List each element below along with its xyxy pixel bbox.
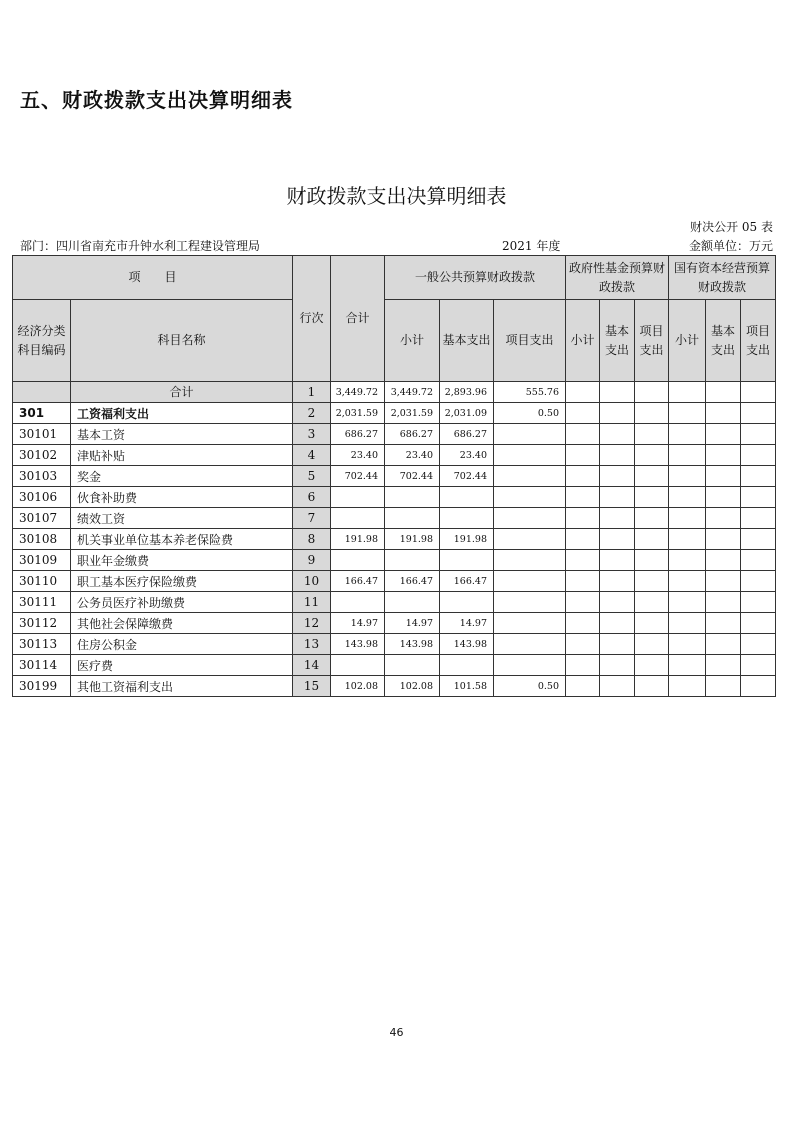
row-name: 基本工资 xyxy=(71,424,293,445)
row-empty-cell xyxy=(706,613,741,634)
row-empty-cell xyxy=(741,571,776,592)
row-empty-cell xyxy=(635,613,669,634)
header-gov-project: 项目支出 xyxy=(635,300,669,382)
row-code: 30112 xyxy=(13,613,71,634)
row-empty-cell xyxy=(566,487,600,508)
form-number: 财决公开 05 表 xyxy=(690,220,773,234)
row-basic: 101.58 xyxy=(440,676,494,697)
table-row xyxy=(13,508,776,529)
row-empty-cell xyxy=(741,634,776,655)
row-empty-cell xyxy=(600,445,635,466)
row-project xyxy=(494,634,566,655)
row-empty-cell xyxy=(635,550,669,571)
header-gov-subtotal: 小计 xyxy=(566,300,600,382)
row-name: 医疗费 xyxy=(71,655,293,676)
row-empty-cell xyxy=(600,403,635,424)
table-row xyxy=(13,424,776,445)
row-basic: 143.98 xyxy=(440,634,494,655)
table-row xyxy=(13,655,776,676)
table-meta xyxy=(20,237,773,253)
table-row xyxy=(13,466,776,487)
header-line: 行次 xyxy=(293,256,331,382)
row-empty-cell xyxy=(669,487,706,508)
row-empty-cell xyxy=(741,550,776,571)
header-name: 科目名称 xyxy=(71,300,293,382)
row-empty-cell xyxy=(566,529,600,550)
row-project: 0.50 xyxy=(494,403,566,424)
row-name: 住房公积金 xyxy=(71,634,293,655)
row-total: 143.98 xyxy=(331,634,385,655)
header-gov-basic: 基本支出 xyxy=(600,300,635,382)
row-empty-cell xyxy=(741,592,776,613)
row-empty-cell xyxy=(706,487,741,508)
header-subtotal: 小计 xyxy=(385,300,440,382)
row-code: 30107 xyxy=(13,508,71,529)
row-empty-cell xyxy=(635,655,669,676)
row-subtotal: 102.08 xyxy=(385,676,440,697)
total-basic: 2,893.96 xyxy=(440,382,494,403)
row-empty-cell xyxy=(566,571,600,592)
row-empty-cell xyxy=(600,592,635,613)
row-empty-cell xyxy=(669,445,706,466)
table-row xyxy=(13,550,776,571)
row-empty-cell xyxy=(741,676,776,697)
row-empty-cell xyxy=(566,466,600,487)
table-title: 财政拨款支出决算明细表 xyxy=(286,184,507,208)
row-line: 10 xyxy=(293,571,331,592)
table-row xyxy=(13,592,776,613)
row-empty-cell xyxy=(706,676,741,697)
row-project xyxy=(494,550,566,571)
row-empty-cell xyxy=(635,508,669,529)
row-basic: 23.40 xyxy=(440,445,494,466)
row-empty-cell xyxy=(741,508,776,529)
row-empty-cell xyxy=(635,466,669,487)
row-empty-cell xyxy=(741,655,776,676)
row-name: 津贴补贴 xyxy=(71,445,293,466)
table-row xyxy=(13,613,776,634)
row-name: 公务员医疗补助缴费 xyxy=(71,592,293,613)
row-project xyxy=(494,655,566,676)
row-empty-cell xyxy=(706,466,741,487)
row-name: 工资福利支出 xyxy=(71,403,293,424)
row-name: 机关事业单位基本养老保险费 xyxy=(71,529,293,550)
page-number: 46 xyxy=(389,1026,404,1039)
row-subtotal: 143.98 xyxy=(385,634,440,655)
row-empty-cell xyxy=(600,655,635,676)
row-empty-cell xyxy=(566,550,600,571)
row-line: 11 xyxy=(293,592,331,613)
row-total xyxy=(331,592,385,613)
row-basic xyxy=(440,487,494,508)
row-project xyxy=(494,592,566,613)
row-empty-cell xyxy=(600,508,635,529)
row-empty-cell xyxy=(741,487,776,508)
row-line: 14 xyxy=(293,655,331,676)
table-row xyxy=(13,403,776,424)
row-empty-cell xyxy=(600,571,635,592)
row-project xyxy=(494,487,566,508)
row-empty-cell xyxy=(741,403,776,424)
row-subtotal: 702.44 xyxy=(385,466,440,487)
table-row xyxy=(13,676,776,697)
header-capital-basic: 基本支出 xyxy=(706,300,741,382)
row-name: 职工基本医疗保险缴费 xyxy=(71,571,293,592)
row-empty-cell xyxy=(600,424,635,445)
row-project xyxy=(494,529,566,550)
row-code: 30109 xyxy=(13,550,71,571)
row-empty-cell xyxy=(635,676,669,697)
row-empty-cell xyxy=(741,613,776,634)
row-line: 4 xyxy=(293,445,331,466)
row-basic xyxy=(440,508,494,529)
row-subtotal xyxy=(385,550,440,571)
total-amount: 3,449.72 xyxy=(331,382,385,403)
row-empty-cell xyxy=(706,592,741,613)
row-empty-cell xyxy=(741,529,776,550)
row-total: 166.47 xyxy=(331,571,385,592)
row-name: 其他工资福利支出 xyxy=(71,676,293,697)
row-subtotal xyxy=(385,655,440,676)
department: 部门：四川省南充市升钟水利工程建设管理局 xyxy=(20,239,261,253)
total-blank xyxy=(13,382,71,403)
row-code: 30108 xyxy=(13,529,71,550)
row-code: 30103 xyxy=(13,466,71,487)
row-empty-cell xyxy=(669,466,706,487)
row-empty-cell xyxy=(669,592,706,613)
row-total: 14.97 xyxy=(331,613,385,634)
row-code: 30102 xyxy=(13,445,71,466)
header-item: 项 目 xyxy=(13,256,293,300)
header-general-budget: 一般公共预算财政拨款 xyxy=(385,256,566,300)
row-code: 301 xyxy=(13,403,71,424)
row-basic xyxy=(440,592,494,613)
amount-unit: 金额单位：万元 xyxy=(688,239,773,253)
header-state-capital: 国有资本经营预算财政拨款 xyxy=(669,256,776,300)
row-empty-cell xyxy=(566,613,600,634)
row-empty-cell xyxy=(706,508,741,529)
row-basic: 14.97 xyxy=(440,613,494,634)
row-line: 5 xyxy=(293,466,331,487)
row-empty-cell xyxy=(635,424,669,445)
row-code: 30114 xyxy=(13,655,71,676)
table-row xyxy=(13,529,776,550)
row-empty-cell xyxy=(706,445,741,466)
row-project xyxy=(494,508,566,529)
row-basic: 166.47 xyxy=(440,571,494,592)
row-total xyxy=(331,550,385,571)
row-line: 7 xyxy=(293,508,331,529)
row-total xyxy=(331,655,385,676)
row-empty-cell xyxy=(635,592,669,613)
row-empty-cell xyxy=(669,403,706,424)
row-total: 191.98 xyxy=(331,529,385,550)
row-empty-cell xyxy=(566,508,600,529)
row-empty-cell xyxy=(600,466,635,487)
row-empty-cell xyxy=(706,529,741,550)
table-row xyxy=(13,634,776,655)
row-empty-cell xyxy=(600,529,635,550)
header-capital-project: 项目支出 xyxy=(741,300,776,382)
row-empty-cell xyxy=(741,466,776,487)
section-title: 五、财政拨款支出决算明细表 xyxy=(20,88,293,112)
row-empty-cell xyxy=(706,655,741,676)
row-empty-cell xyxy=(706,424,741,445)
row-empty-cell xyxy=(566,634,600,655)
row-empty-cell xyxy=(669,634,706,655)
row-empty-cell xyxy=(706,634,741,655)
row-code: 30111 xyxy=(13,592,71,613)
row-project xyxy=(494,424,566,445)
row-empty-cell xyxy=(566,655,600,676)
row-project: 0.50 xyxy=(494,676,566,697)
row-line: 9 xyxy=(293,550,331,571)
row-code: 30106 xyxy=(13,487,71,508)
row-code: 30101 xyxy=(13,424,71,445)
row-line: 12 xyxy=(293,613,331,634)
row-empty-cell xyxy=(566,592,600,613)
row-subtotal xyxy=(385,508,440,529)
row-empty-cell xyxy=(600,634,635,655)
fiscal-year: 2021 年度 xyxy=(502,239,561,253)
row-subtotal: 166.47 xyxy=(385,571,440,592)
row-total: 702.44 xyxy=(331,466,385,487)
row-line: 6 xyxy=(293,487,331,508)
row-empty-cell xyxy=(669,655,706,676)
header-code: 经济分类科目编码 xyxy=(13,300,71,382)
table-row xyxy=(13,445,776,466)
row-subtotal: 191.98 xyxy=(385,529,440,550)
row-empty-cell xyxy=(600,676,635,697)
row-total xyxy=(331,487,385,508)
row-empty-cell xyxy=(669,571,706,592)
row-basic xyxy=(440,550,494,571)
total-label: 合计 xyxy=(71,382,293,403)
row-empty-cell xyxy=(635,487,669,508)
header-gov-fund: 政府性基金预算财政拨款 xyxy=(566,256,669,300)
row-empty-cell xyxy=(635,445,669,466)
row-empty-cell xyxy=(669,676,706,697)
row-empty-cell xyxy=(669,613,706,634)
total-row xyxy=(13,382,776,403)
total-project: 555.76 xyxy=(494,382,566,403)
row-line: 8 xyxy=(293,529,331,550)
row-empty-cell xyxy=(741,445,776,466)
row-empty-cell xyxy=(600,613,635,634)
row-empty-cell xyxy=(669,508,706,529)
row-project xyxy=(494,571,566,592)
row-empty-cell xyxy=(566,424,600,445)
row-subtotal xyxy=(385,487,440,508)
row-subtotal: 14.97 xyxy=(385,613,440,634)
row-basic: 191.98 xyxy=(440,529,494,550)
row-project xyxy=(494,445,566,466)
row-subtotal: 686.27 xyxy=(385,424,440,445)
row-empty-cell xyxy=(566,403,600,424)
row-empty-cell xyxy=(635,634,669,655)
row-code: 30110 xyxy=(13,571,71,592)
row-empty-cell xyxy=(635,403,669,424)
header-project: 项目支出 xyxy=(494,300,566,382)
row-empty-cell xyxy=(706,550,741,571)
row-empty-cell xyxy=(635,529,669,550)
row-empty-cell xyxy=(635,571,669,592)
row-name: 职业年金缴费 xyxy=(71,550,293,571)
row-line: 2 xyxy=(293,403,331,424)
row-basic xyxy=(440,655,494,676)
row-line: 13 xyxy=(293,634,331,655)
header-capital-subtotal: 小计 xyxy=(669,300,706,382)
table-row xyxy=(13,487,776,508)
row-basic: 2,031.09 xyxy=(440,403,494,424)
row-empty-cell xyxy=(706,571,741,592)
row-empty-cell xyxy=(669,529,706,550)
row-empty-cell xyxy=(669,550,706,571)
row-basic: 686.27 xyxy=(440,424,494,445)
row-empty-cell xyxy=(741,424,776,445)
row-total: 686.27 xyxy=(331,424,385,445)
row-name: 奖金 xyxy=(71,466,293,487)
row-line: 15 xyxy=(293,676,331,697)
header-total: 合计 xyxy=(331,256,385,382)
row-name: 其他社会保障缴费 xyxy=(71,613,293,634)
row-empty-cell xyxy=(600,550,635,571)
row-project xyxy=(494,613,566,634)
row-total: 2,031.59 xyxy=(331,403,385,424)
row-subtotal xyxy=(385,592,440,613)
header-basic: 基本支出 xyxy=(440,300,494,382)
total-subtotal: 3,449.72 xyxy=(385,382,440,403)
row-basic: 702.44 xyxy=(440,466,494,487)
expenditure-detail-table xyxy=(12,255,776,697)
row-empty-cell xyxy=(566,676,600,697)
row-name: 绩效工资 xyxy=(71,508,293,529)
row-empty-cell xyxy=(566,445,600,466)
row-total: 23.40 xyxy=(331,445,385,466)
row-empty-cell xyxy=(600,487,635,508)
row-total xyxy=(331,508,385,529)
row-code: 30113 xyxy=(13,634,71,655)
table-row xyxy=(13,571,776,592)
row-subtotal: 23.40 xyxy=(385,445,440,466)
row-code: 30199 xyxy=(13,676,71,697)
total-line: 1 xyxy=(293,382,331,403)
row-empty-cell xyxy=(669,424,706,445)
row-project xyxy=(494,466,566,487)
row-line: 3 xyxy=(293,424,331,445)
row-empty-cell xyxy=(706,403,741,424)
row-name: 伙食补助费 xyxy=(71,487,293,508)
row-total: 102.08 xyxy=(331,676,385,697)
row-subtotal: 2,031.59 xyxy=(385,403,440,424)
